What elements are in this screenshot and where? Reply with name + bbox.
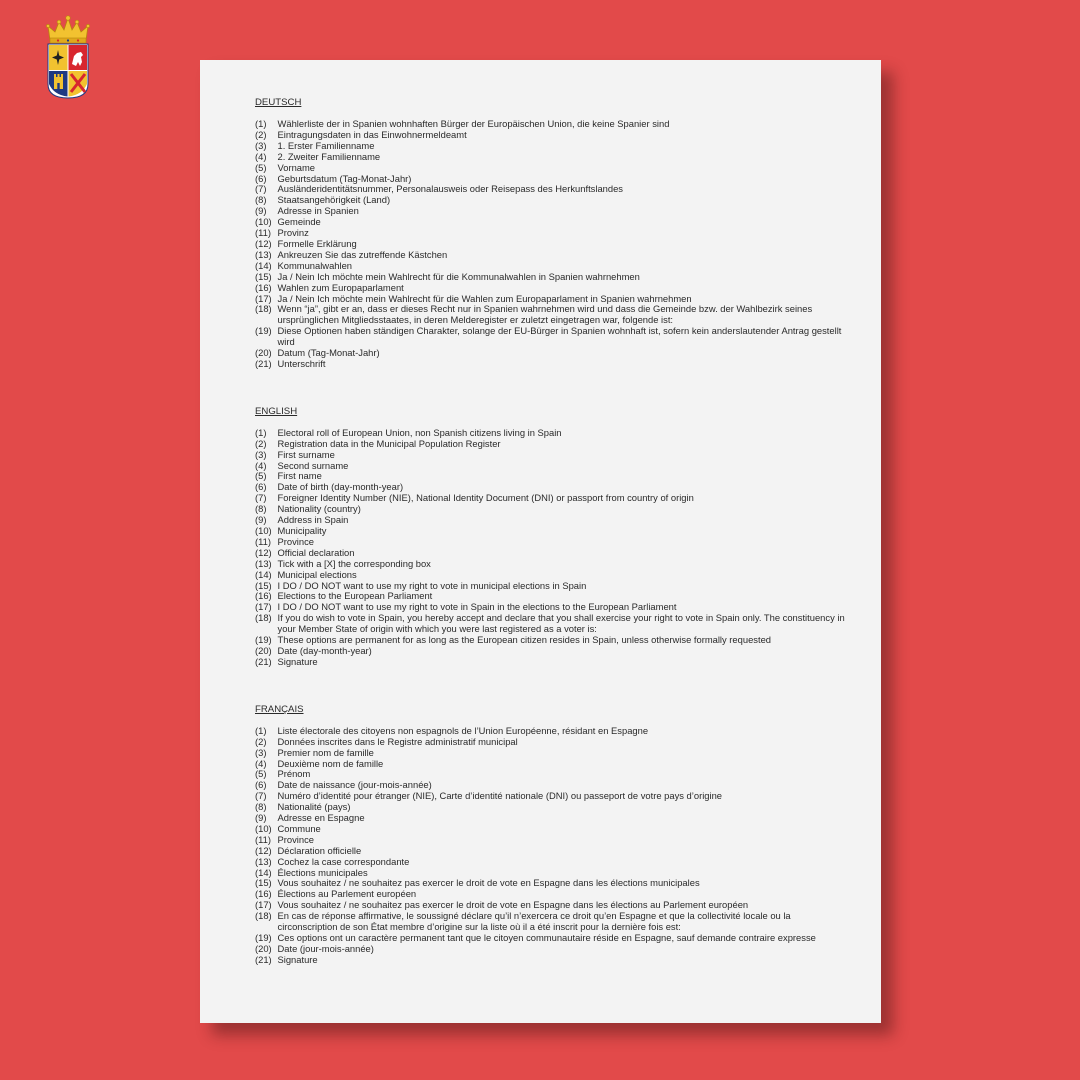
list-item xyxy=(255,515,845,526)
item-number: (2) xyxy=(255,128,267,140)
item-number: (18) xyxy=(255,303,272,315)
item-text: Wahlen zum Europaparlament xyxy=(277,281,404,293)
item-number: (17) xyxy=(255,899,272,911)
item-text: Vous souhaitez / ne souhaitez pas exercer le droit de vote en Espagne dans les élections au Parlement européen xyxy=(277,899,749,911)
list-item xyxy=(255,657,845,668)
item-number: (14) xyxy=(255,568,272,580)
item-text: I DO / DO NOT want to use my right to vote in Spain in the elections to the European Parliament xyxy=(277,601,677,613)
item-text: Wählerliste der in Spanien wohnhaften Bürger der Europäischen Union, die keine Spanier sind xyxy=(277,118,670,129)
item-text: Déclaration officielle xyxy=(277,844,362,856)
item-number: (16) xyxy=(255,281,272,293)
item-text: Deuxième nom de famille xyxy=(277,757,384,769)
section-deutsch xyxy=(255,97,881,370)
item-number: (5) xyxy=(255,161,267,173)
item-text: Adresse in Spanien xyxy=(277,205,359,217)
list-item xyxy=(255,152,845,163)
item-text: Province xyxy=(277,833,314,845)
list-item xyxy=(255,526,845,537)
item-text: Staatsangehörigkeit (Land) xyxy=(277,194,391,206)
list-item xyxy=(255,461,845,472)
item-text: Date of birth (day-month-year) xyxy=(277,481,404,493)
item-text: First name xyxy=(277,470,322,482)
document-page xyxy=(200,60,881,1023)
item-text: Données inscrites dans le Registre administratif municipal xyxy=(277,735,518,747)
item-text: Foreigner Identity Number (NIE), National Identity Document (DNI) or passport from country of origin xyxy=(277,492,694,504)
item-text: 2. Zweiter Familienname xyxy=(277,150,381,162)
item-number: (13) xyxy=(255,855,272,867)
item-number: (11) xyxy=(255,833,271,845)
item-number: (14) xyxy=(255,259,272,271)
item-number: (4) xyxy=(255,459,267,471)
item-number: (5) xyxy=(255,768,267,780)
item-number: (7) xyxy=(255,790,267,802)
item-text: Provinz xyxy=(277,227,309,239)
item-text: Unterschrift xyxy=(277,357,326,369)
item-text: Liste électorale des citoyens non espagnols de l’Union Européenne, résidant en Espagne xyxy=(277,724,649,736)
item-number: (18) xyxy=(255,612,272,624)
section-francais xyxy=(255,704,881,966)
item-number: (15) xyxy=(255,270,272,282)
list-item xyxy=(255,450,845,461)
list-item xyxy=(255,163,845,174)
item-text: Date (day-month-year) xyxy=(277,644,372,656)
item-number: (19) xyxy=(255,634,272,646)
item-text: Elections to the European Parliament xyxy=(277,590,433,602)
item-number: (8) xyxy=(255,194,267,206)
item-text: Municipality xyxy=(277,525,327,536)
item-number: (5) xyxy=(255,470,267,482)
item-text: These options are permanent for as long as the European citizen resides in Spain, unless otherwise formally requested xyxy=(277,634,772,646)
section-title: DEUTSCH xyxy=(255,97,302,108)
list-item xyxy=(255,737,845,748)
list-item xyxy=(255,570,845,581)
item-text: Signature xyxy=(277,953,318,965)
item-text: Cochez la case correspondante xyxy=(277,855,410,867)
item-text: Premier nom de famille xyxy=(277,746,374,758)
item-number: (9) xyxy=(255,812,267,824)
item-text: Nationalité (pays) xyxy=(277,801,351,813)
item-number: (10) xyxy=(255,525,272,536)
item-number: (12) xyxy=(255,546,272,558)
item-number: (16) xyxy=(255,888,272,900)
item-number: (20) xyxy=(255,644,272,656)
item-text: Ja / Nein Ich möchte mein Wahlrecht für die Kommunalwahlen in Spanien wahrnehmen xyxy=(277,270,640,282)
item-number: (19) xyxy=(255,932,272,943)
item-text: Tick with a [X] the corresponding box xyxy=(277,557,431,569)
item-text: Vorname xyxy=(277,161,316,173)
list-item xyxy=(255,439,845,450)
item-number: (21) xyxy=(255,655,272,667)
item-number: (19) xyxy=(255,325,272,337)
item-number: (21) xyxy=(255,953,272,965)
list-item xyxy=(255,304,845,326)
item-number: (15) xyxy=(255,877,272,889)
item-text: Datum (Tag-Monat-Jahr) xyxy=(277,347,380,359)
item-text: If you do wish to vote in Spain, you hereby accept and declare that you shall exercise your right to vote in Spain only. The constituency in your Member State of origin with which you were last registered as a voter is: xyxy=(277,612,845,635)
list-item xyxy=(255,559,845,570)
item-text: First surname xyxy=(277,448,335,460)
list-item xyxy=(255,206,845,217)
item-text: 1. Erster Familienname xyxy=(277,139,375,151)
item-text: Ces options ont un caractère permanent tant que le citoyen communautaire réside en Espagne, sauf demande contraire expresse xyxy=(277,932,816,943)
list-item xyxy=(255,748,845,759)
item-text: Ankreuzen Sie das zutreffende Kästchen xyxy=(277,248,448,260)
item-number: (11) xyxy=(255,535,271,547)
item-text: Kommunalwahlen xyxy=(277,259,353,271)
item-number: (20) xyxy=(255,347,272,359)
item-text: Ja / Nein Ich möchte mein Wahlrecht für die Wahlen zum Europaparlament in Spanien wahrnehmen xyxy=(277,292,692,304)
item-number: (21) xyxy=(255,357,272,369)
item-list xyxy=(255,726,881,966)
item-text: Numéro d’identité pour étranger (NIE), Carte d’identité nationale (DNI) ou passeport de votre pays d’origine xyxy=(277,790,723,802)
item-number: (1) xyxy=(255,426,267,438)
item-text: Date de naissance (jour-mois-année) xyxy=(277,779,432,791)
item-number: (7) xyxy=(255,492,267,504)
list-item xyxy=(255,359,845,370)
list-item xyxy=(255,759,845,770)
item-list xyxy=(255,428,881,668)
list-item xyxy=(255,955,845,966)
list-item xyxy=(255,646,845,657)
item-number: (9) xyxy=(255,514,267,526)
item-number: (17) xyxy=(255,601,272,613)
item-text: Wenn “ja”, gibt er an, dass er dieses Recht nur in Spanien wahrnehmen wird und dass die Gemeinde bzw. der Wahlbezirk seines ursprünglichen Mitgliedsstaates, in deren Melderegister er zuletzt eingetragen war, folgende ist: xyxy=(277,303,813,326)
item-number: (3) xyxy=(255,746,267,758)
item-number: (11) xyxy=(255,227,271,239)
item-text: Province xyxy=(277,535,314,547)
item-number: (1) xyxy=(255,118,267,129)
item-text: Nationality (country) xyxy=(277,503,361,515)
list-item xyxy=(255,283,845,294)
item-text: Second surname xyxy=(277,459,349,471)
item-text: Electoral roll of European Union, non Spanish citizens living in Spain xyxy=(277,426,562,438)
section-title: FRANÇAIS xyxy=(255,703,304,715)
item-number: (2) xyxy=(255,437,267,449)
item-number: (3) xyxy=(255,448,267,460)
list-item xyxy=(255,944,845,955)
list-item xyxy=(255,857,845,868)
section-english xyxy=(255,406,881,668)
coat-of-arms-icon xyxy=(44,14,92,102)
item-number: (6) xyxy=(255,172,267,184)
item-text: Commune xyxy=(277,822,321,834)
item-number: (14) xyxy=(255,866,272,878)
item-number: (20) xyxy=(255,942,272,954)
item-number: (3) xyxy=(255,139,267,151)
section-title: ENGLISH xyxy=(255,405,298,417)
item-number: (8) xyxy=(255,503,267,515)
item-number: (6) xyxy=(255,779,267,791)
item-number: (13) xyxy=(255,248,272,260)
item-number: (9) xyxy=(255,205,267,217)
list-item xyxy=(255,613,845,635)
item-text: Eintragungsdaten in das Einwohnermeldeamt xyxy=(277,128,467,140)
item-number: (4) xyxy=(255,757,267,769)
item-list xyxy=(255,119,881,370)
list-item xyxy=(255,813,845,824)
item-number: (4) xyxy=(255,150,267,162)
item-text: Official declaration xyxy=(277,546,355,558)
item-text: Signature xyxy=(277,655,318,667)
item-number: (16) xyxy=(255,590,272,602)
item-text: Diese Optionen haben ständigen Charakter, solange der EU-Bürger in Spanien wohnhaft ist, sofern kein anderslautender Antrag gestellt wird xyxy=(277,325,842,348)
item-text: Registration data in the Municipal Population Register xyxy=(277,437,501,449)
item-number: (1) xyxy=(255,724,267,736)
list-item xyxy=(255,824,845,835)
item-number: (6) xyxy=(255,481,267,493)
item-text: Municipal elections xyxy=(277,568,357,580)
item-text: Élections municipales xyxy=(277,866,368,878)
item-text: Address in Spain xyxy=(277,514,349,526)
item-number: (15) xyxy=(255,579,272,591)
item-number: (17) xyxy=(255,292,272,304)
item-text: Vous souhaitez / ne souhaitez pas exercer le droit de vote en Espagne dans les élections municipales xyxy=(277,877,700,889)
item-text: Prénom xyxy=(277,768,311,780)
item-number: (13) xyxy=(255,557,272,569)
item-number: (12) xyxy=(255,844,272,856)
item-text: Adresse en Espagne xyxy=(277,812,365,824)
item-text: Geburtsdatum (Tag-Monat-Jahr) xyxy=(277,172,412,184)
item-text: Élections au Parlement européen xyxy=(277,888,417,900)
list-item xyxy=(255,348,845,359)
list-item xyxy=(255,272,845,283)
item-number: (10) xyxy=(255,822,272,834)
item-number: (2) xyxy=(255,735,267,747)
item-number: (7) xyxy=(255,183,267,195)
item-text: Ausländeridentitätsnummer, Personalausweis oder Reisepass des Herkunftslandes xyxy=(277,183,623,195)
item-number: (8) xyxy=(255,801,267,813)
list-item xyxy=(255,217,845,228)
item-text: Gemeinde xyxy=(277,216,321,228)
list-item xyxy=(255,326,845,348)
item-number: (12) xyxy=(255,237,272,249)
item-number: (18) xyxy=(255,910,272,922)
item-number: (10) xyxy=(255,216,272,228)
list-item xyxy=(255,911,845,933)
item-text: I DO / DO NOT want to use my right to vote in municipal elections in Spain xyxy=(277,579,587,591)
item-text: Formelle Erklärung xyxy=(277,237,357,249)
item-text: Date (jour-mois-année) xyxy=(277,942,374,954)
item-text: En cas de réponse affirmative, le soussigné déclare qu’il n’exercera ce droit qu’en Espagne et que la collectivité locale ou la circonscription de son État membre d’origine sur la liste où il a été inscrit pour la dernière fois est: xyxy=(277,910,791,933)
